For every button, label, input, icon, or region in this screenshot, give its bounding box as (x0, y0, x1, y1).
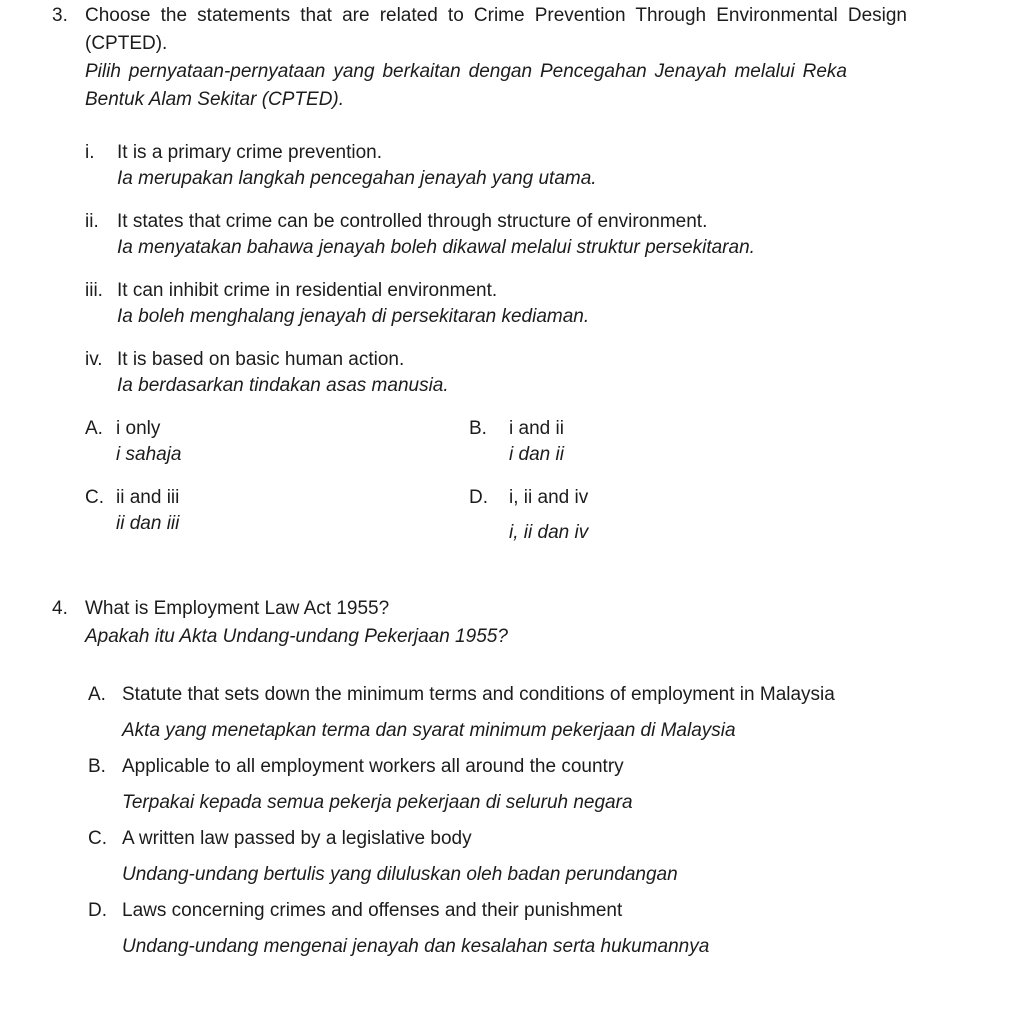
q3-option-c-text-ms: ii dan iii (116, 513, 180, 534)
q4-option-c-text-ms: Undang-undang bertulis yang diluluskan oleh badan perundangan (122, 864, 678, 885)
statement-iii-text-en: It can inhibit crime in residential environment. (117, 280, 498, 301)
q4-option-a-text-en: Statute that sets down the minimum terms and conditions of employment in Malaysia (122, 684, 835, 705)
statement-iv-body (117, 347, 449, 399)
q4-option-d-body (122, 897, 709, 969)
q4-option-c-text-en: A written law passed by a legislative body (122, 828, 472, 849)
q4-option-d-text-ms: Undang-undang mengenai jenayah dan kesalahan serta hukumannya (122, 936, 710, 957)
q3-option-b-label: B. (469, 418, 487, 439)
q4-option-b-text-en: Applicable to all employment workers all around the country (122, 756, 624, 777)
q3-option-a-label: A. (85, 418, 103, 439)
q3-option-d-body (509, 485, 588, 546)
q3-option-a-text-ms: i sahaja (116, 444, 182, 465)
statement-iv-marker: iv. (85, 349, 103, 370)
q4-option-c (88, 825, 970, 897)
q3-option-c-text-en: ii and iii (116, 487, 180, 508)
q4-option-d-text-en: Laws concerning crimes and offenses and their punishment (122, 900, 623, 921)
statement-ii (85, 209, 970, 261)
q4-option-b (88, 753, 970, 825)
question-4-body (85, 595, 970, 651)
question-4-row (52, 595, 970, 651)
statement-ii-text-ms: Ia menyatakan bahawa jenayah boleh dikawal melalui struktur persekitaran. (117, 237, 755, 258)
q3-option-b-text-ms: i dan ii (509, 444, 564, 465)
q4-option-a-body (122, 681, 835, 753)
q3-option-d-text-ms: i, ii dan iv (509, 522, 589, 543)
statement-iv-text-ms: Ia berdasarkan tindakan asas manusia. (117, 375, 449, 396)
statement-i (85, 140, 970, 192)
q3-option-d-text-en: i, ii and iv (509, 487, 589, 508)
q4-option-a (88, 681, 970, 753)
q4-option-c-label: C. (88, 828, 107, 849)
q4-option-b-label: B. (88, 756, 106, 777)
statement-i-text-ms: Ia merupakan langkah pencegahan jenayah yang utama. (117, 168, 597, 189)
q3-option-a-text-en: i only (116, 418, 161, 439)
q3-option-d-label: D. (469, 487, 488, 508)
q3-option-b-text-en: i and ii (509, 418, 564, 439)
q4-option-c-body (122, 825, 678, 897)
statement-iv-text-en: It is based on basic human action. (117, 349, 405, 370)
q4-option-d (88, 897, 970, 969)
statement-i-marker: i. (85, 142, 95, 163)
q3-option-b-body (509, 416, 564, 468)
q4-option-d-label: D. (88, 900, 107, 921)
question-3-statements (85, 140, 970, 399)
question-4-options (88, 681, 970, 969)
q3-option-a (85, 416, 469, 468)
statement-i-text-en: It is a primary crime prevention. (117, 142, 383, 163)
q3-option-c-body (116, 485, 179, 546)
question-4-number: 4. (52, 598, 68, 619)
question-3 (52, 2, 970, 546)
question-3-text-ms: Pilih pernyataan-pernyataan yang berkaitan dengan Pencegahan Jenayah melalui Reka Bentuk Alam Sekitar (CPTED). (85, 61, 847, 110)
q3-option-b (469, 416, 970, 468)
statement-iii-text-ms: Ia boleh menghalang jenayah di persekitaran kediaman. (117, 306, 590, 327)
question-3-options (85, 416, 970, 546)
statement-ii-body (117, 209, 755, 261)
question-4-text-en: What is Employment Law Act 1955? (85, 598, 390, 619)
question-3-number: 3. (52, 5, 68, 26)
statement-ii-text-en: It states that crime can be controlled through structure of environment. (117, 211, 708, 232)
q4-option-a-label: A. (88, 684, 106, 705)
question-4-text-ms: Apakah itu Akta Undang-undang Pekerjaan 1955? (85, 626, 508, 647)
q4-option-b-body (122, 753, 633, 825)
question-3-row (52, 2, 970, 546)
statement-i-body (117, 140, 597, 192)
statement-iv (85, 347, 970, 399)
q3-option-c (85, 485, 469, 546)
q4-option-a-text-ms: Akta yang menetapkan terma dan syarat minimum pekerjaan di Malaysia (122, 720, 736, 741)
q4-option-b-text-ms: Terpakai kepada semua pekerja pekerjaan di seluruh negara (122, 792, 633, 813)
statement-iii-body (117, 278, 589, 330)
question-4 (52, 595, 970, 969)
statement-ii-marker: ii. (85, 211, 99, 232)
q3-option-d (469, 485, 970, 546)
q3-option-c-label: C. (85, 487, 104, 508)
statement-iii-marker: iii. (85, 280, 103, 301)
question-3-text-en: Choose the statements that are related to Crime Prevention Through Environmental Design (CPTED). (85, 5, 907, 54)
question-3-body (85, 2, 970, 546)
statement-iii (85, 278, 970, 330)
q3-option-a-body (116, 416, 182, 468)
